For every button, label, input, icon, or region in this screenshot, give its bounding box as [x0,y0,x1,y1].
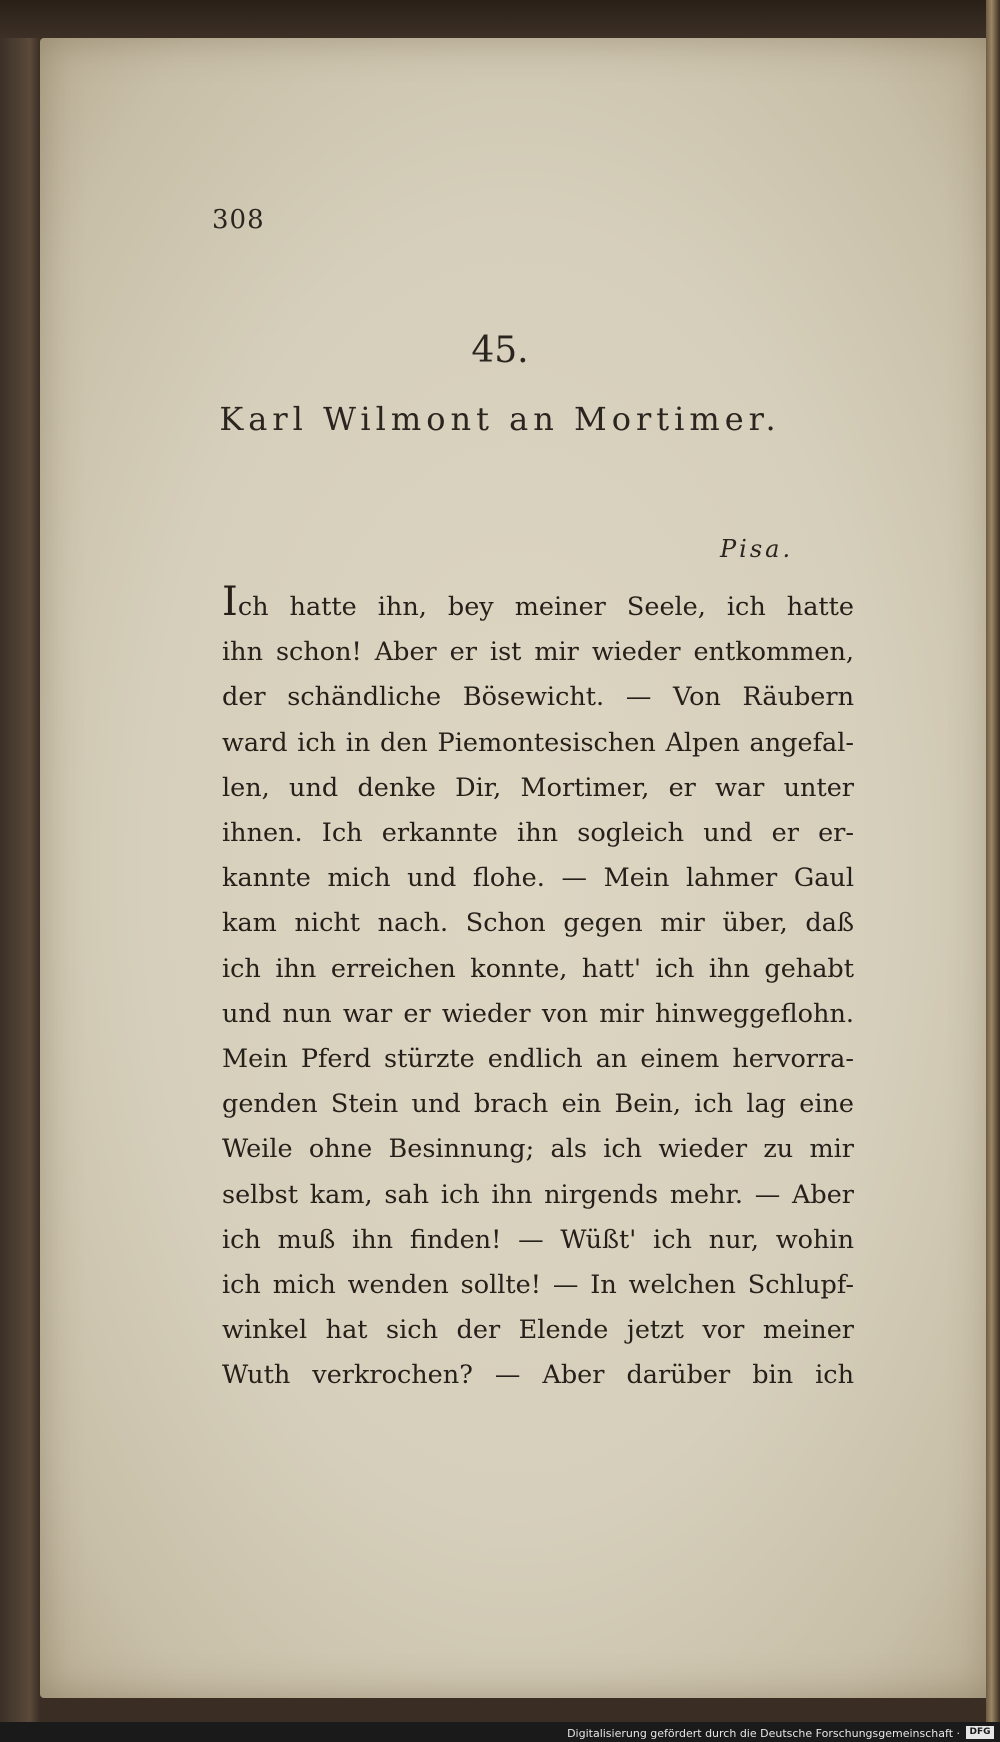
body-line: ward ich in den Piemontesischen Alpen angefal- [222,727,854,758]
footer-bar [0,1722,1000,1742]
body-line: selbst kam, sah ich ihn nirgends mehr. — Aber [222,1179,854,1210]
body-line: ihn schon! Aber er ist mir wieder entkommen, [222,637,854,668]
body-line: Mein Pferd stürzte endlich an einem hervorra- [222,1044,854,1075]
body-line: Weile ohne Besinnung; als ich wieder zu mir [222,1134,854,1165]
footer-credit: Digitalisierung gefördert durch die Deutsche Forschungsgemeinschaft · [567,1727,960,1740]
body-line: ich mich wenden sollte! — In welchen Schlupf- [222,1270,854,1301]
body-line: und nun war er wieder von mir hinweggeflohn. [222,998,854,1029]
body-line: len, und denke Dir, Mortimer, er war unter [222,772,854,803]
body-line: ich muß ihn finden! — Wüßt' ich nur, wohin [222,1224,854,1255]
body-line: kam nicht nach. Schon gegen mir über, daß [222,908,854,939]
book-spine-edge [986,0,1000,1742]
dfg-logo: DFG [966,1726,994,1739]
body-line: kannte mich und flohe. — Mein lahmer Gaul [222,863,854,894]
body-line: Wuth verkrochen? — Aber darüber bin ich [222,1360,854,1391]
body-line: winkel hat sich der Elende jetzt vor meiner [222,1315,854,1346]
body-line: genden Stein und brach ein Bein, ich lag eine [222,1089,854,1120]
body-line: Ich hatte ihn, bey meiner Seele, ich hatte [222,579,854,625]
page-number: 308 [212,205,265,235]
letter-title: Karl Wilmont an Mortimer. [219,400,781,438]
letter-body [222,580,854,1399]
body-line: ich ihn erreichen konnte, hatt' ich ihn gehabt [222,953,854,984]
body-line: ihnen. Ich erkannte ihn sogleich und er er- [222,818,854,849]
letter-number: 45. [471,330,529,371]
place-name: Pisa. [720,535,794,563]
book-top-edge [0,0,1000,38]
body-line: der schändliche Bösewicht. — Von Räubern [222,682,854,713]
